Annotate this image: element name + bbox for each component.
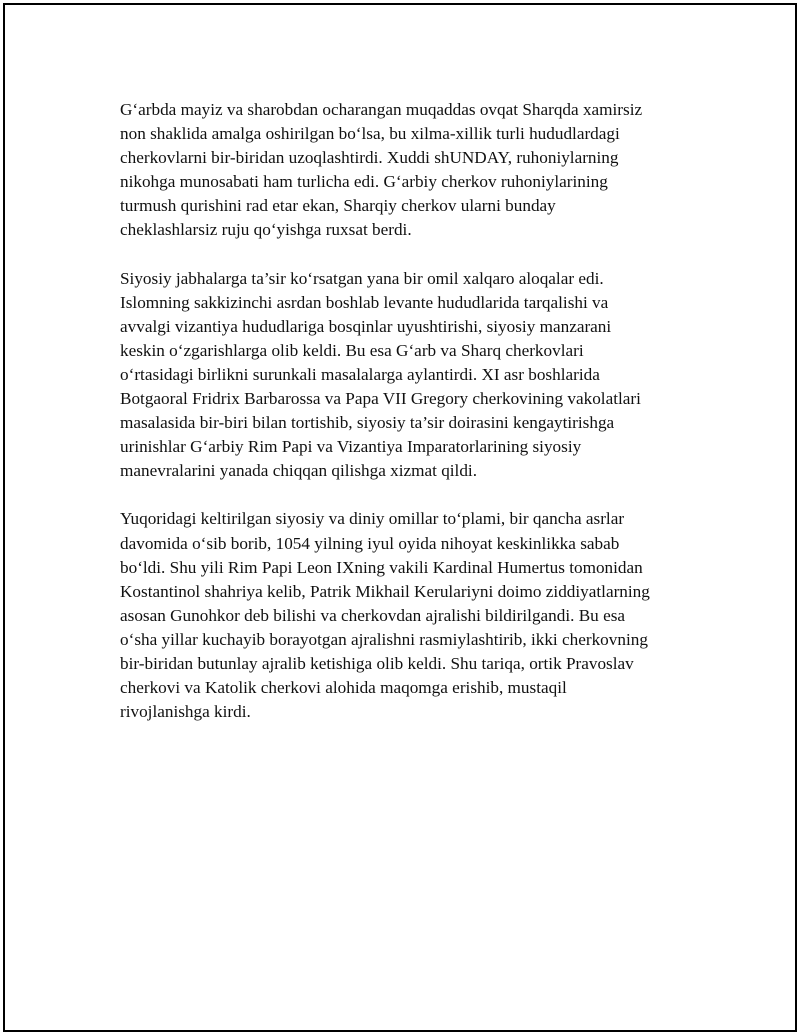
paragraph-3: Yuqoridagi keltirilgan siyosiy va diniy omillar to‘plami, bir qancha asrlar davomida o‘sib borib, 1054 yilning iyul oyida nihoyat keskinlikka sabab bo‘ldi. Shu yili Rim Papi Leon IXning vakili Kardinal Humertus tomonidan Kostantinol shahriya kelib, Patrik Mikhail Kerulariyni doimo ziddiyatlarning asosan Gunohkor deb bilishi va cherkovdan ajralishi bildirilgandi. Bu esa o‘sha yillar kuchayib borayotgan ajralishni rasmiylashtirib, ikki cherkovning bir-biridan butunlay ajralib ketishiga olib keldi. Shu tariqa, ortik Pravoslav cherkovi va Katolik cherkovi alohida maqomga erishib, mustaqil rivojlanishga kirdi. (120, 509, 650, 722)
document-body (120, 98, 700, 748)
paragraph-1: G‘arbda mayiz va sharobdan ocharangan muqaddas ovqat Sharqda xamirsiz non shaklida amalga oshirilgan bo‘lsa, bu xilma-xillik turli hududlardagi cherkovlarni bir-biridan uzoqlashtirdi. Xuddi shUNDAY, ruhoniylarning nikohga munosabati ham turlicha edi. G‘arbiy cherkov ruhoniylarining turmush qurishini rad etar ekan, Sharqiy cherkov ularni bunday cheklashlarsiz ruju qo‘yishga ruxsat berdi. (120, 100, 643, 240)
document-page (3, 3, 797, 1032)
paragraph-2: Siyosiy jabhalarga ta’sir ko‘rsatgan yana bir omil xalqaro aloqalar edi. Islomning sakkizinchi asrdan boshlab levante hududlarida tarqalishi va avvalgi vizantiya hududlariga bosqinlar uyushtirishi, siyosiy manzarani keskin o‘zgarishlarga olib keldi. Bu esa G‘arb va Sharq cherkovlari o‘rtasidagi birlikni surunkali masalalarga aylantirdi. XI asr boshlarida Botgaoral Fridrix Barbarossa va Papa VII Gregory cherkovining vakolatlari masalasida bir-biri bilan tortishib, siyosiy ta’sir doirasini kengaytirishga urinishlar G‘arbiy Rim Papi va Vizantiya Imparatorlarining siyosiy manevralarini yanada chiqqan qilishga xizmat qildi. (120, 268, 641, 481)
